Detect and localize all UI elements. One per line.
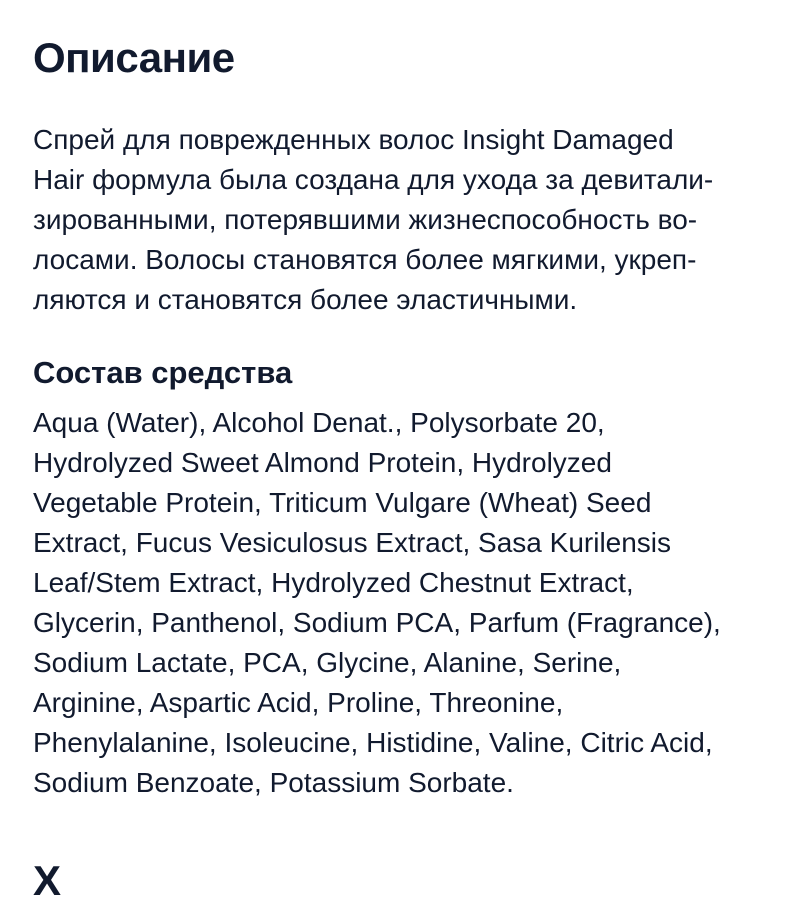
ingredients-line: Arginine, Aspartic Acid, Proline, Threonine,: [33, 687, 564, 718]
ingredients-text: [33, 403, 783, 803]
description-line: зированными, потерявшими жизнеспособность во-: [33, 204, 698, 235]
next-section-heading: Х: [33, 857, 62, 904]
ingredients-line: Sodium Benzoate, Potassium Sorbate.: [33, 767, 514, 798]
description-heading: Описание: [33, 34, 235, 81]
ingredients-line: Leaf/Stem Extract, Hydrolyzed Chestnut Extract,: [33, 567, 634, 598]
ingredients-line: Sodium Lactate, PCA, Glycine, Alanine, Serine,: [33, 647, 622, 678]
ingredients-line: Extract, Fucus Vesiculosus Extract, Sasa Kurilensis: [33, 527, 672, 558]
ingredients-line: Phenylalanine, Isoleucine, Histidine, Valine, Citric Acid,: [33, 727, 713, 758]
description-text: [33, 120, 783, 320]
description-line: ляются и становятся более эластичными.: [33, 284, 578, 315]
ingredients-line: Hydrolyzed Sweet Almond Protein, Hydrolyzed: [33, 447, 612, 478]
composition-heading: Состав средства: [33, 355, 293, 390]
description-line: лосами. Волосы становятся более мягкими, укреп-: [33, 244, 697, 275]
description-line: Спрей для поврежденных волос Insight Damaged: [33, 124, 674, 155]
description-line: Hair формула была создана для ухода за девитали-: [33, 164, 714, 195]
ingredients-line: Glycerin, Panthenol, Sodium PCA, Parfum (Fragrance),: [33, 607, 721, 638]
ingredients-line: Vegetable Protein, Triticum Vulgare (Wheat) Seed: [33, 487, 652, 518]
ingredients-line: Aqua (Water), Alcohol Denat., Polysorbate 20,: [33, 407, 605, 438]
